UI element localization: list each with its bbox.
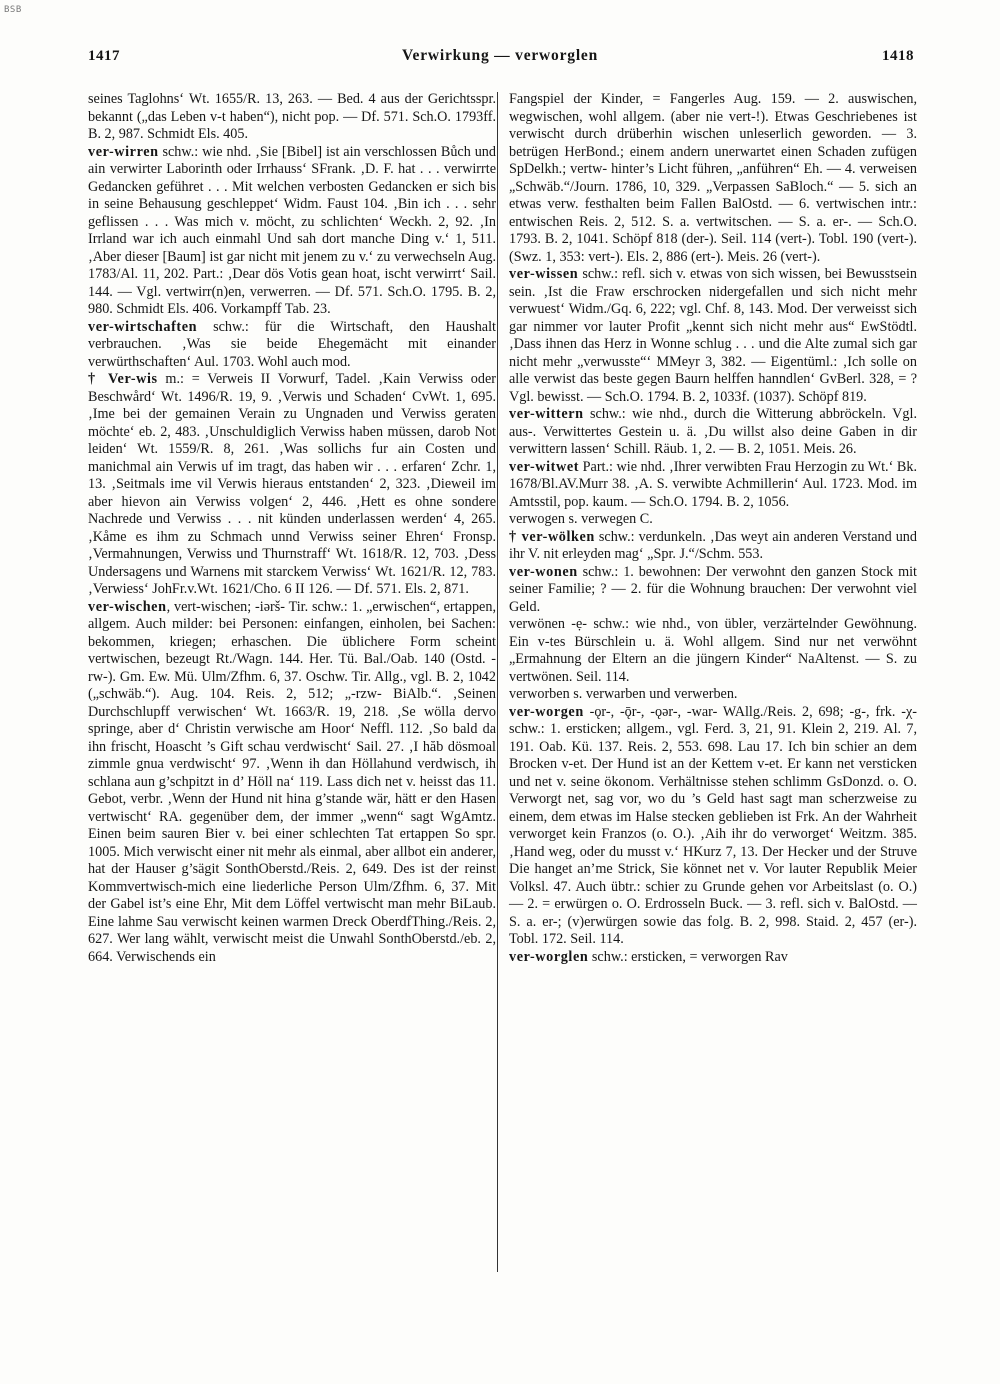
entry-headword: † ver-wölken [509, 528, 595, 545]
entry-headword: ver-wirren [88, 143, 159, 160]
dictionary-entry: verworben s. verwarben und verwerben. [509, 686, 738, 702]
dictionary-entry: seines Taglohns‘ Wt. 1655/R. 13, 263. — Bed. 4 aus der Gerichtsspr. bekannt („das Leben v-t haben“), nicht pop. — Df. 571. Sch.O. 1793ff. B. 2, 987. Schmidt Els. 405. [88, 91, 496, 142]
dictionary-entry: verwogen s. verwegen C. [509, 511, 653, 527]
dictionary-entry: ver-wissen schw.: refl. sich v. etwas von sich wissen, bei Bewusstsein sein. ‚Ist die Fraw erschrocken nidergefallen und sich nicht mehr verwuest‘ Widm./Gq. 6, 222; vgl. Chf. 8, 143. Mod. Der verweisst sich gar nimmer vor lauter Profit „kennt sich nicht mehr aus“ EwStödtl. ‚Dass ihnen das Herz in Wonne schlug . . . und die Alte zumal sich gar nicht mehr „verwusste“‘ MMeyr 3, 382. — Eigentüml.: ‚Ich solle on alle verwist das beste gegen Baurn helffen hanndlen‘ GvBerl. 328, = ? Vgl. bewisst. — Sch.O. 1794. B. 2, 1033f. (1037). Schöpf 819. [509, 266, 917, 405]
dictionary-entry: ver-worgen -ǫr-, -ǭr-, -ǫər-, -war- WAllg./Reis. 2, 698; -g-, frk. -χ- schw.: 1. ersticken; allgem., vgl. Ferd. 3, 21, 91. Klein 2, 219. Al. 7, 191. Oab. Kü. 137. Reis. 2, 553. 698. Lau 17. Ich bin schier an dem Brocken v-et. Der Hund ist an der Kettem v-et. Er kann net versticken und net v. seine ökonom. Verhältnisse stehen schlimm GsDonzd. o. O. Verworgt net, sag vor, wo du ’s Geld hast sagt man scherzweise zu einem, dem etwas im Halse stecken geblieben ist Frk. An der Wahrheit verworget kein Franzos (o. O.). ‚Aih ihr do verworget‘ Weitzm. 385. ‚Hand weg, oder du musst v.‘ HKurz 7, 13. Der Hecker und der Struve Die hanget an’me Strick, Sie könnet net v. Vor lauter Republik Meier Volksl. 47. Auch übtr.: schier zu Grunde gehen vor Arbeitslast (o. O.) — 2. = erwürgen o. O. Erdrosseln Buck. — 3. refl. sich v. BalOstd. — S. a. er-; (v)erwürgen sowie das folg. B. 2, 998. Staid. 2, 457 (er-). Tobl. 172. Seil. 114. [509, 703, 917, 947]
entry-headword: ver-wittern [509, 406, 584, 422]
dictionary-entry: ver-wirtschaften schw.: für die Wirtschaft, den Haushalt verbrauchen. ‚Was sie beide Ehegemächt mit einander verwürthschaften‘ Aul. 1703. Wohl auch mod. [88, 318, 496, 370]
entry-headword: ver-wischen [88, 598, 167, 615]
dictionary-entry: ver-wischen, vert-wischen; -iərš- Tir. schw.: 1. „erwischen“, ertappen, allgem. Auch milder: bei Personen: einfangen, einholen, bei Sachen: bekommen, kriegen; erhaschen. Die üblichere Form scheint vertwischen, bezeugt Rt./Wagn. 144. Her. Tü. Bal./Oab. 140 (Ostd. -rw-). Gm. Ew. Mü. Ulm/Zfhm. 6, 37. Oschw. Tir. Allg., vgl. B. 2, 1042 („schwäb.“). Aug. 104. Reis. 2, 512; „-rzw- BiAlb.“. ‚Seinen Durchschlupff verwischen‘ Wt. 1663/R. 19, 218. ‚Se wölla dervo springe, aber d‘ Christin verwische am Hoor‘ Neffl. 112. ‚So bald da ihn frischt, Hoascht ’s Gift schau verdwischt‘ Sail. 27. ‚I hăb dösmoal zimmle gnua verdwischt‘ 97. ‚Wenn ih dan Höllahund verdwisch, ih schlana aun g’schpitzt in d’ Höll na‘ 119. Lass dich net v. heisst das 11. Gebot, verbr. ‚Wenn der Hund nit hina g’stande wär, hätt er den Hasen vertwischt‘ RA. gegenüber dem, der immer „wenn“ sagt WgAmtz. Einen beim sauren Bier v. bei einer schlechten Tat ertappen So spr. 1005. Mich verwischt einer nit mehr als einmal, aber allbot ein anderer, hat der Hauser g’sägit SonthOberstd./Reis. 2, 649. Des ist der reinst Kommvertwisch-mich eine liederliche Person Ulm/Zfhm. 6, 37. Mit der Gabel ist’s eine Ehr, Mit dem Löffel vertwischt man mehr BiLaub. Eine lahme Sau verwischt keinen warmen Dreck OberdfThing./Reis. 2, 627. Wer lang wählt, verwischt meist die Unwahl SonthOberstd./eb. 2, 664. Verwischends ein [88, 598, 496, 965]
dictionary-entry: ver-wirren schw.: wie nhd. ‚Sie [Bibel] ist ain verschlossen Bůch und ain verwirter Laborinth oder Irrhauss‘ SFrank. ‚D. F. hat . . . verwirrte Gedancken geführet . . . Mit welchen verbosten Gedancken er sich bis in seine Behausung geschleppet‘ Widm. Faust 104. ‚Bin ich . . . sehr geflissen . . . Was mich v. möcht, zu schlichten‘ Weckh. 2, 92. ‚In Irrland war ich auch einmahl Und sah dort manche Ding v.‘ 1, 511. ‚Aber dieser [Baum] ist gar nicht mit jenem zu v.‘ zu verwechseln Aug. 1783/Al. 11, 202. Part.: ‚Dear dös Votis gean hoat, ischt verwirrt‘ Sail. 144. — Vgl. vertwirr(n)en, verwerren. — Df. 571. Sch.O. 1795. B. 2, 980. Schmidt Els. 406. Vorkampff Tab. 23. [88, 143, 496, 317]
entry-headword: ver-wissen [509, 266, 579, 282]
page-number-right: 1418 [882, 48, 914, 64]
dictionary-entry: ver-wonen schw.: 1. bewohnen: Der verwohnt den ganzen Stock mit seiner Familie; ? — 2. für die Wohnung brauchen: Der verwohnt viel Geld. [509, 563, 917, 615]
dictionary-entry: † ver-wölken schw.: verdunkeln. ‚Das weyt ain anderen Verstand und ihr V. nit erleyden mag‘ „Spr. J.“/Schm. 553. [509, 528, 917, 562]
library-scan-mark: BSB [4, 5, 22, 15]
column-divider [497, 92, 498, 1272]
dictionary-entry: ver-witwet Part.: wie nhd. ‚Ihrer verwibten Frau Herzogin zu Wt.‘ Bk. 1678/Bl.AV.Murr 38. ‚A. S. verwibte Achmillerin‘ Aul. 1723. Mod. im Amtsstil, pop. kaum. — Sch.O. 1794. B. 2, 1056. [509, 458, 917, 510]
entry-headword: ver-worgen [509, 703, 584, 720]
entry-headword: † Ver-wis [88, 371, 158, 387]
page-number-left: 1417 [88, 48, 120, 64]
dictionary-entry: † Ver-wis m.: = Verweis II Vorwurf, Tadel. ‚Kain Verwiss oder Beschwård‘ Wt. 1496/R. 19, 9. ‚Verwis und Schaden‘ CvWt. 1, 695. ‚Ime bei der gemainen Verain zu Ungnaden und Verwiss geraten möchte‘ eb. 2, 483. ‚Unschuldiglich Verwiss haben müssen, darob Not leiden‘ Wt. 1559/R. 8, 261. ‚Was sollichs fur ain Costen und manichmal ain Verwis uf im tragt, das haben wir . . . erfaren‘ Zchr. 1, 13. ‚Seitmals ime vil Verwis hieraus entstanden‘ 2, 323. ‚Dieweil im aber hievon ain Verwiss volgen‘ 2, 446. ‚Hett es ohne sondere Nachrede und Verwiss . . . nit künden underlassen werden‘ 4, 265. ‚Kåme es ihm zu Schmach unnd Verwiss seiner Ehren‘ Fronsp. ‚Vermahnungen, Verwiss und Thurnstraff‘ Wt. 1618/R. 12, 703. ‚Dess Undersagens und Warnens mit starckem Verwiss‘ Wt. 1621/R. 12, 783. ‚Verwiess‘ JohFr.v.Wt. 1621/Cho. 6 II 126. — Df. 571. Els. 2, 871. [88, 371, 496, 597]
entry-headword: ver-worglen [509, 948, 589, 965]
entry-headword: ver-witwet [509, 458, 580, 475]
dictionary-entry: ver-wittern schw.: wie nhd., durch die Witterung abbröckeln. Vgl. aus-. Verwittertes Gestein u. ä. ‚Du willst also deine Gaben in dir verwittern lassen‘ Schill. Räub. 1, 2. — B. 2, 1051. Meis. 26. [509, 406, 917, 457]
left-column [88, 91, 496, 966]
dictionary-entry: verwönen -ẹ- schw.: wie nhd., von übler, verzärtelnder Gewöhnung. Ein v-tes Bürschlein u. ä. Wohl allgem. Sind nur net verwöhnt „Ermahnung der Eltern an die jüngern Kinder“ NaAltenst. — S. zu vertwönen. Seil. 114. [509, 616, 917, 685]
right-column [509, 91, 917, 966]
entry-headword: ver-wonen [509, 563, 578, 580]
entry-headword: ver-wirtschaften [88, 318, 198, 335]
dictionary-entry: ver-worglen schw.: ersticken, = verworgen Rav [509, 948, 788, 965]
running-head: Verwirkung — verworglen [401, 47, 599, 64]
dictionary-entry: Fangspiel der Kinder, = Fangerles Aug. 159. — 2. auswischen, wegwischen, wohl allgem. (aber nie vert-!). Etwas Geschriebenes ist verwischt durch drüberhin wischen unleserlich geworden. — 3. betrügen HerBond.; einem andern unerwartet einen Schaden zufügen SpDelkh.; vertw- hinter’s Licht führen, „anführen“ Eh. — 4. verweisen „Schwäb.“/Journ. 1786, 10, 329. „Verpassen SaBloch.“ — 5. sich an etwas verw. festhalten beim Fallen BalOstd. — 6. vertwischen intr.: entwischen Reis. 2, 512. S. a. vertwitschen. — S. a. er-. — Sch.O. 1793. B. 2, 1041. Schöpf 818 (der-). Seil. 114 (vert-). Tobl. 190 (vert-). (Swz. 1, 353: vert-). Els. 2, 886 (ert-). Meis. 26 (vert-). [509, 91, 917, 265]
